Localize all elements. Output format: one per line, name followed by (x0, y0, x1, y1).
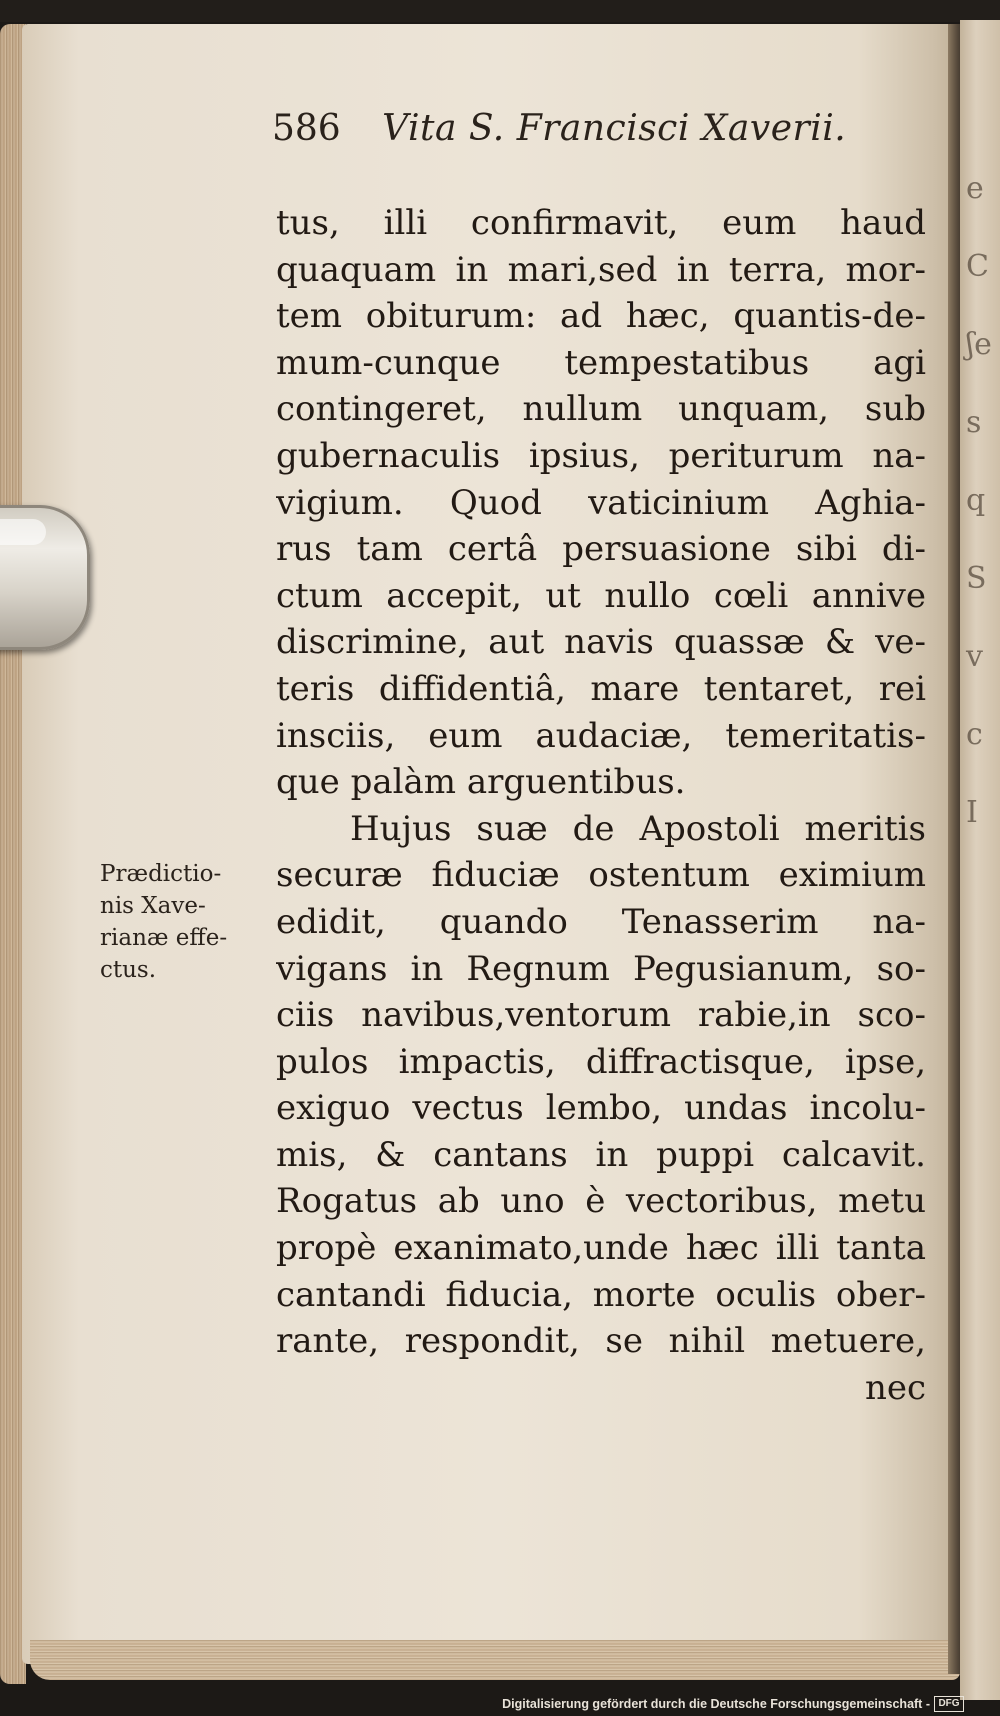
text-line: ciis navibus,ventorum rabie,in sco- (276, 995, 926, 1036)
text-line: vigium. Quod vaticinium Aghia- (276, 482, 926, 523)
text-line: tem obiturum: ad hæc, quantis-de- (276, 296, 926, 337)
text-line: mum-cunque tempestatibus agi (276, 342, 926, 383)
marginal-note-line: Prædictio- (100, 861, 222, 887)
text-line: vigans in Regnum Pegusianum, so- (276, 948, 926, 989)
adjacent-fragment: c (966, 717, 983, 752)
text-line: tus, illi confirmavit, eum haud (276, 203, 926, 243)
text-line: insciis, eum audaciæ, temeritatis- (276, 715, 926, 756)
text-line: securæ fiduciæ ostentum eximium (276, 855, 926, 896)
adjacent-fragment: q (966, 483, 986, 518)
text-line: exiguo vectus lembo, undas incolu- (276, 1088, 926, 1129)
text-line: rus tam certâ persuasione sibi di- (276, 529, 926, 570)
text-line-paragraph-start: Hujus suæ de Apostoli meritis (350, 808, 926, 849)
adjacent-page-text (966, 150, 996, 1050)
text-line: gubernaculis ipsius, periturum na- (276, 435, 926, 476)
adjacent-fragment: I (966, 795, 978, 830)
dfg-logo-icon: DFG (934, 1696, 964, 1712)
page-number: 586 (272, 108, 341, 149)
scan-background-top (0, 0, 1000, 22)
text-line: teris diffidentiâ, mare tentaret, rei (276, 668, 926, 709)
text-line: mis, & cantans in puppi calcavit. (276, 1134, 926, 1175)
adjacent-fragment: S (966, 561, 987, 596)
marginal-note-line: ctus. (100, 957, 157, 983)
running-title: Vita S. Francisci Xaverii. (382, 108, 847, 149)
credit-text: Digitalisierung gefördert durch die Deutsche Forschungsgemeinschaft - (502, 1697, 930, 1711)
digitization-credit (502, 1694, 964, 1714)
text-line: Rogatus ab uno è vectoribus, metu (276, 1181, 926, 1222)
text-line: cantandi fiducia, morte oculis ober- (276, 1274, 926, 1315)
page-clip (0, 505, 90, 650)
page-edges-bottom (30, 1640, 960, 1680)
text-line: pulos impactis, diffractisque, ipse, (276, 1041, 926, 1082)
running-head (272, 108, 872, 168)
marginal-note-line: nis Xave- (100, 893, 206, 919)
adjacent-fragment: e (966, 171, 984, 206)
marginal-note (100, 858, 250, 986)
marginal-note-line: rianæ effe- (100, 925, 228, 951)
catchword: nec (864, 1367, 926, 1408)
text-line: propè exanimato,unde hæc illi tanta (276, 1228, 926, 1269)
adjacent-fragment: C (966, 249, 989, 284)
text-line: edidit, quando Tenasserim na- (276, 901, 926, 942)
body-text (276, 200, 926, 1411)
text-line: rante, respondit, se nihil metuere, (276, 1321, 926, 1362)
text-line: contingeret, nullum unquam, sub (276, 389, 926, 430)
text-line: quaquam in mari,sed in terra, mor- (276, 249, 926, 290)
text-line: discrimine, aut navis quassæ & ve- (276, 622, 926, 663)
text-line: que palàm arguentibus. (276, 762, 686, 803)
adjacent-fragment: ʃe (966, 327, 992, 362)
adjacent-fragment: v (966, 639, 983, 674)
clip-highlight (0, 519, 46, 545)
adjacent-fragment: s (966, 405, 982, 440)
text-line: ctum accepit, ut nullo cœli annive (276, 575, 926, 616)
